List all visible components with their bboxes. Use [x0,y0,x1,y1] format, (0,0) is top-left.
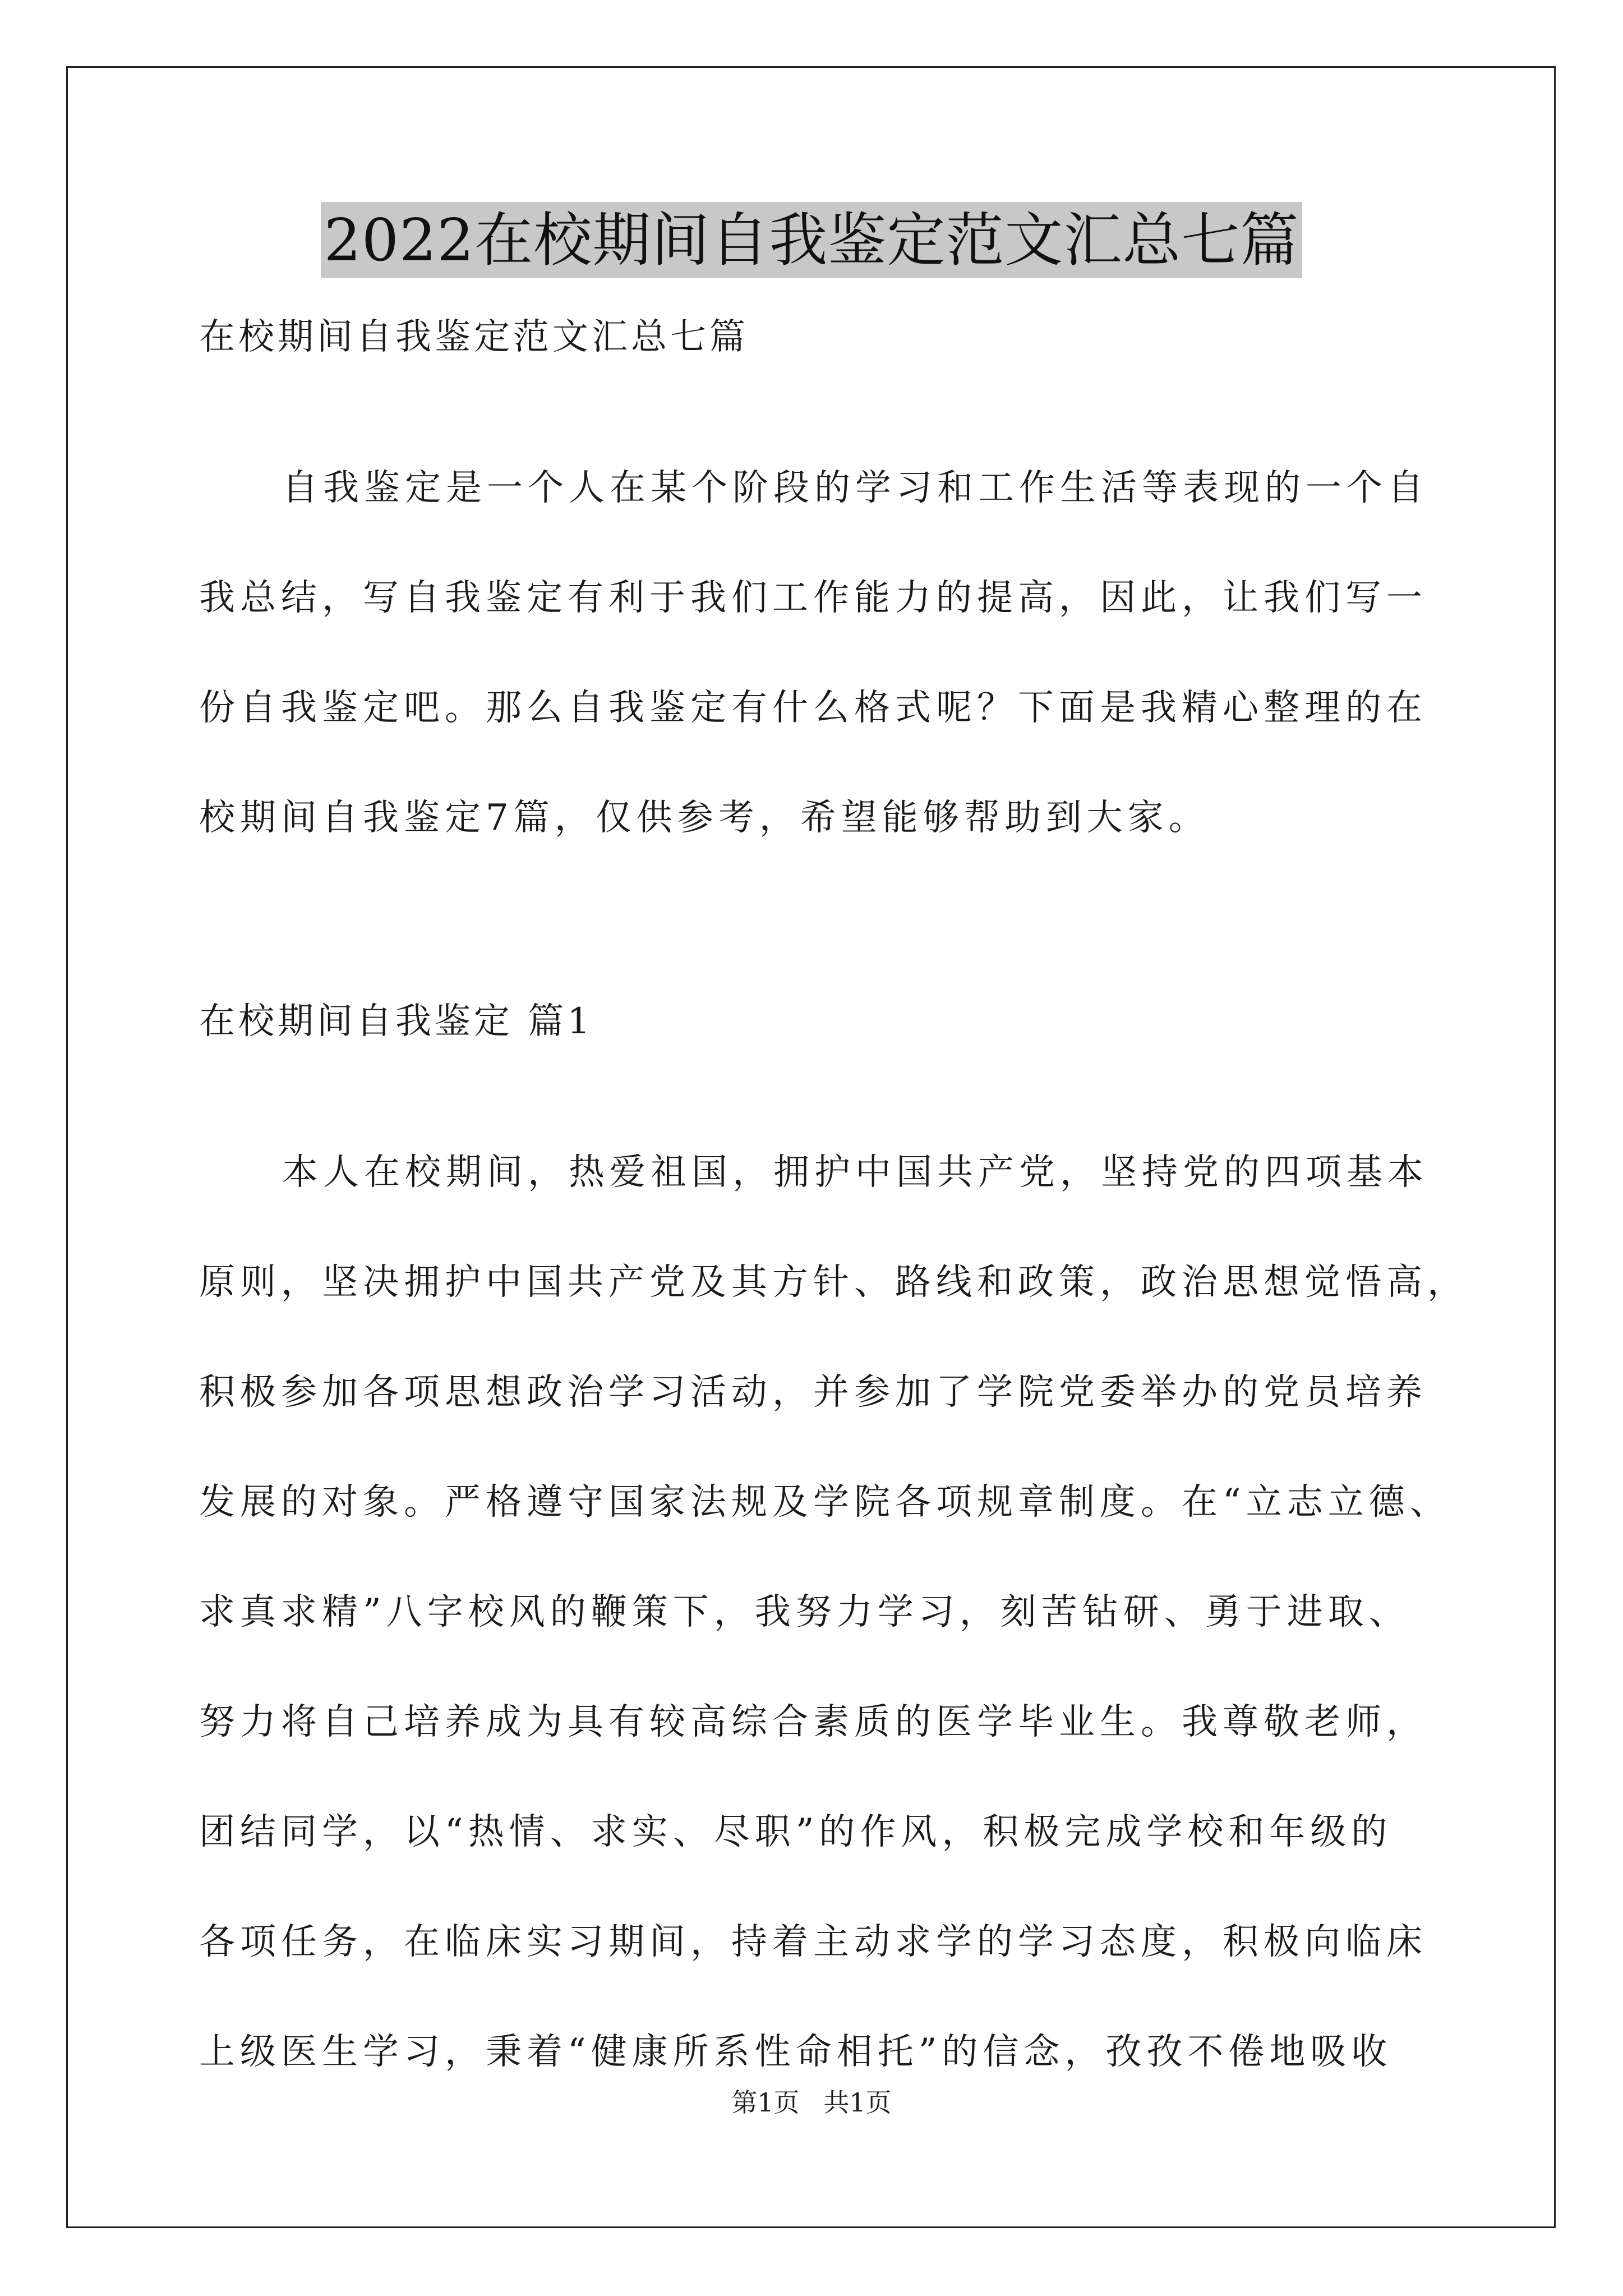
intro-line: 我总结，写自我鉴定有利于我们工作能力的提高，因此，让我们写一 [199,577,1427,619]
body-line: 各项任务，在临床实习期间，持着主动求学的学习态度，积极向临床 [199,1921,1427,1963]
intro-line: 校期间自我鉴定7篇，仅供参考，希望能够帮助到大家。 [199,797,1210,839]
page-number-total: 共1页 [823,2087,892,2118]
document-title: 2022在校期间自我鉴定范文汇总七篇 [321,202,1303,278]
title-container [0,202,1623,278]
document-subtitle: 在校期间自我鉴定范文汇总七篇 [199,316,749,358]
body-line: 上级医生学习，秉着“健康所系性命相托”的信念，孜孜不倦地吸收 [199,2031,1393,2073]
body-line: 积极参加各项思想政治学习活动，并参加了学院党委举办的党员培养 [199,1372,1427,1413]
body-line: 发展的对象。严格遵守国家法规及学院各项规章制度。在“立志立德、 [199,1481,1451,1523]
intro-paragraph [199,433,1450,873]
intro-line: 自我鉴定是一个人在某个阶段的学习和工作生活等表现的一个自 [282,467,1428,509]
body-line: 努力将自己培养成为具有较高综合素质的医学毕业生。我尊敬老师， [199,1701,1427,1743]
body-line: 原则，坚决拥护中国共产党及其方针、路线和政策，政治思想觉悟高， [199,1262,1468,1303]
section-heading: 在校期间自我鉴定 篇1 [199,1001,594,1042]
body-line: 团结同学，以“热情、求实、尽职”的作风，积极完成学校和年级的 [199,1811,1393,1853]
body-paragraph [199,1117,1468,2107]
page-footer [0,2082,1623,2119]
intro-line: 份自我鉴定吧。那么自我鉴定有什么格式呢？下面是我精心整理的在 [199,687,1427,729]
body-line: 本人在校期间，热爱祖国，拥护中国共产党，坚持党的四项基本 [282,1152,1428,1193]
page-number-current: 第1页 [731,2087,800,2118]
body-line: 求真求精”八字校风的鞭策下，我努力学习，刻苦钻研、勇于进取、 [199,1591,1410,1633]
